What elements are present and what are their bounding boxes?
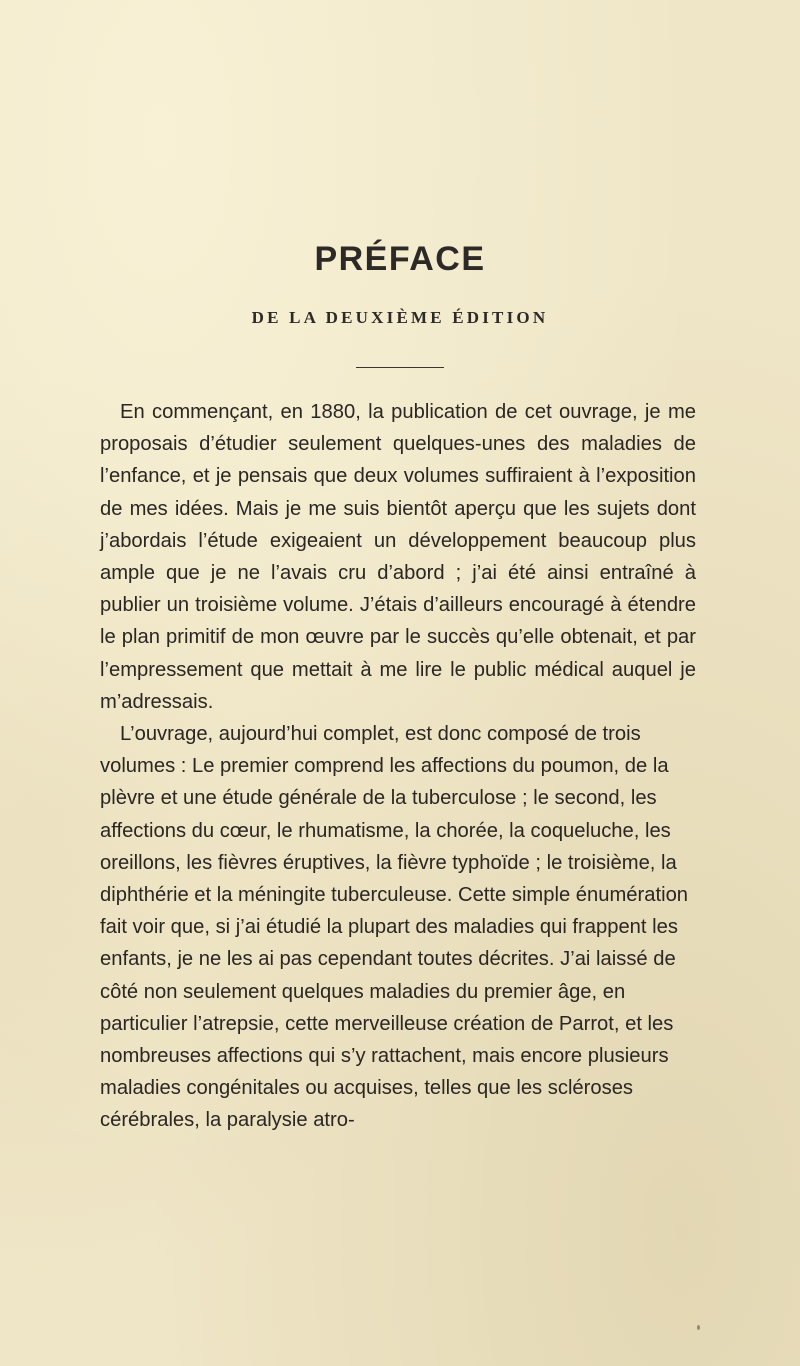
paragraph-2: L’ouvrage, aujourd’hui complet, est donc composé de trois volumes : Le premier comprend les affections du poumon, de la plèvre et une étude générale de la tuberculose ; le second, les affections du cœur, le rhumatisme, la chorée, la coqueluche, les oreillons, les fièvres éruptives, la fièvre typhoïde ; le troisième, la diphthérie et la méningite tuberculeuse. Cette simple énumération fait voir que, si j’ai étudié la plupart des maladies qui frappent les enfants, je ne les ai pas cependant toutes décrites. J’ai laissé de côté non seulement quelques maladies du premier âge, en particulier l’atrepsie, cette merveilleuse création de Parrot, et les nombreuses affections qui s’y rattachent, mais encore plusieurs maladies congénitales ou acquises, telles que les scléroses cérébrales, la paralysie atro- <box>100 723 689 1132</box>
paragraph-1: En commençant, en 1880, la publication de cet ouvrage, je me proposais d’étudier seulement quelques-unes des maladies de l’enfance, et je pensais que deux volumes suffiraient à l’exposition de mes idées. Mais je me suis bientôt aperçu que les sujets dont j’abordais l’étude exigeaient un développement beaucoup plus ample que je ne l’avais cru d’abord ; j’ai été ainsi entraîné à publier un troisième volume. J’étais d’ailleurs encouragé à étendre le plan primitif de mon œuvre par le succès qu’elle obtenait, et par l’empressement que mettait à me lire le public médical auquel je m’adressais. <box>100 401 696 713</box>
page-subtitle: DE LA DEUXIÈME ÉDITION <box>251 308 549 327</box>
paper-speck <box>697 1325 700 1330</box>
title-rule-divider <box>356 367 444 368</box>
page-title: PRÉFACE <box>314 240 486 278</box>
preface-body <box>100 396 696 1137</box>
